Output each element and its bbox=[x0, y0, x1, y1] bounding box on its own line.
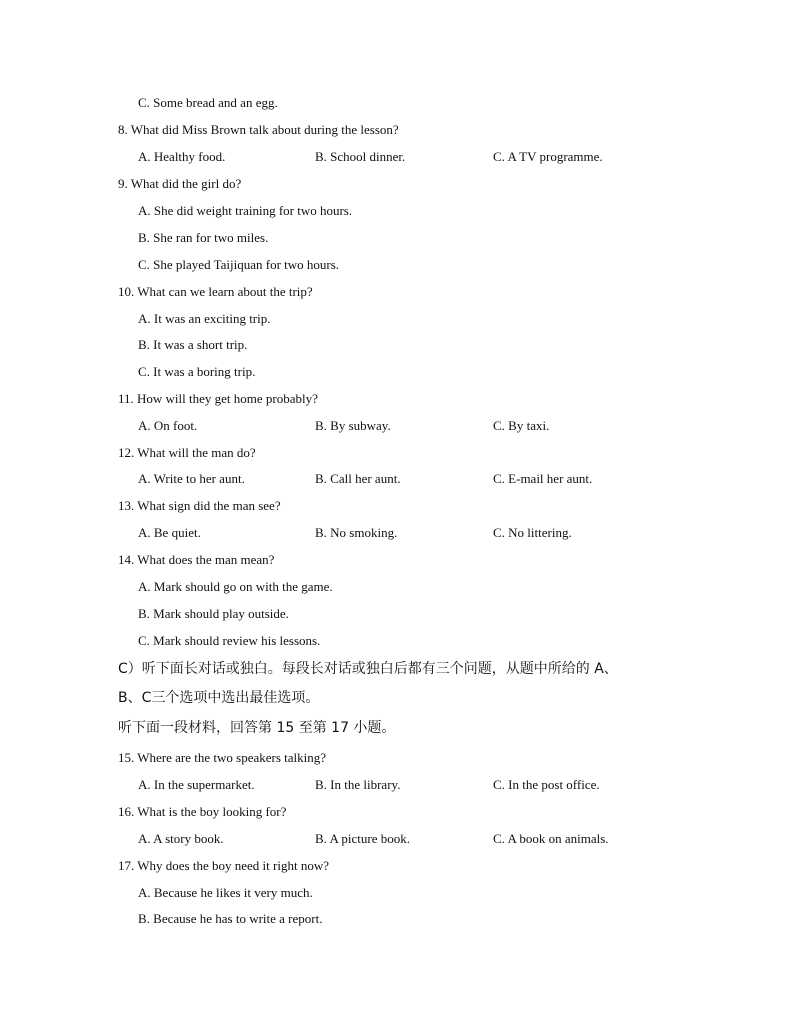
question-9: 9. What did the girl do? bbox=[118, 176, 242, 191]
q9-option-c: C. She played Taijiquan for two hours. bbox=[138, 257, 340, 272]
question-15: 15. Where are the two speakers talking? bbox=[118, 750, 327, 765]
q8-option-c: C. A TV programme. bbox=[493, 149, 603, 164]
question-11: 11. How will they get home probably? bbox=[118, 391, 318, 406]
q10-option-a: A. It was an exciting trip. bbox=[138, 311, 271, 326]
q16-option-c: C. A book on animals. bbox=[493, 831, 609, 846]
q15-option-c: C. In the post office. bbox=[493, 777, 600, 792]
q10-option-c: C. It was a boring trip. bbox=[138, 364, 256, 379]
q15-option-a: A. In the supermarket. bbox=[138, 777, 255, 792]
q9-option-a: A. She did weight training for two hours. bbox=[138, 203, 353, 218]
question-12: 12. What will the man do? bbox=[118, 445, 256, 460]
q14-option-b: B. Mark should play outside. bbox=[138, 606, 289, 621]
q12-option-c: C. E-mail her aunt. bbox=[493, 471, 593, 486]
question-14: 14. What does the man mean? bbox=[118, 552, 275, 567]
q16-option-a: A. A story book. bbox=[138, 831, 224, 846]
q12-option-b: B. Call her aunt. bbox=[315, 471, 401, 486]
question-10: 10. What can we learn about the trip? bbox=[118, 284, 313, 299]
q11-option-b: B. By subway. bbox=[315, 418, 391, 433]
q17-option-b: B. Because he has to write a report. bbox=[138, 911, 323, 926]
question-8: 8. What did Miss Brown talk about during the lesson? bbox=[118, 122, 399, 137]
q9-option-b: B. She ran for two miles. bbox=[138, 230, 269, 245]
q15-option-b: B. In the library. bbox=[315, 777, 401, 792]
q12-option-a: A. Write to her aunt. bbox=[138, 471, 245, 486]
q16-option-b: B. A picture book. bbox=[315, 831, 410, 846]
q8-option-b: B. School dinner. bbox=[315, 149, 406, 164]
question-13: 13. What sign did the man see? bbox=[118, 498, 281, 513]
q13-option-c: C. No littering. bbox=[493, 525, 572, 540]
question-17: 17. Why does the boy need it right now? bbox=[118, 858, 329, 873]
question-16: 16. What is the boy looking for? bbox=[118, 804, 287, 819]
q13-option-b: B. No smoking. bbox=[315, 525, 398, 540]
q7-option-c: C. Some bread and an egg. bbox=[138, 95, 278, 110]
q17-option-a: A. Because he likes it very much. bbox=[138, 885, 313, 900]
q8-option-a: A. Healthy food. bbox=[138, 149, 226, 164]
q11-option-a: A. On foot. bbox=[138, 418, 198, 433]
q13-option-a: A. Be quiet. bbox=[138, 525, 201, 540]
q14-option-a: A. Mark should go on with the game. bbox=[138, 579, 333, 594]
section-c-instructions-line2: B、C三个选项中选出最佳选项。 bbox=[118, 690, 320, 706]
material-instruction: 听下面一段材料，回答第 15 至第 17 小题。 bbox=[118, 720, 396, 736]
q14-option-c: C. Mark should review his lessons. bbox=[138, 633, 321, 648]
section-c-instructions-line1: C）听下面长对话或独白。每段长对话或独白后都有三个问题，从题中所给的 A、 bbox=[118, 661, 618, 677]
q11-option-c: C. By taxi. bbox=[493, 418, 550, 433]
q10-option-b: B. It was a short trip. bbox=[138, 337, 248, 352]
